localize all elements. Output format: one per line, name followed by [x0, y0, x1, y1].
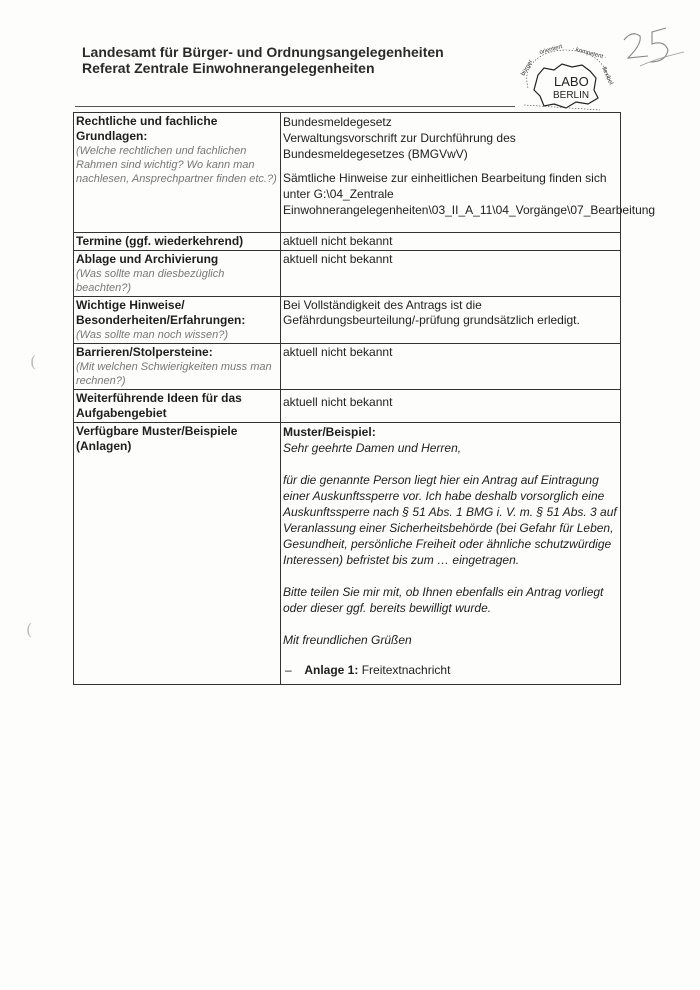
table-row [74, 297, 621, 344]
row-hint: (Was sollte man diesbezüglich beachten?) [76, 268, 225, 294]
svg-text:bürger: bürger [520, 58, 535, 77]
row-content-cell [281, 390, 621, 423]
row-label: Termine (ggf. wiederkehrend) [76, 234, 244, 248]
table-row [74, 113, 621, 233]
authority-name: Landesamt für Bürger- und Ordnungsangelegenheiten [82, 44, 444, 60]
row-content-line: Bundesmeldegesetz [283, 115, 392, 129]
row-content-line: aktuell nicht bekannt [283, 252, 393, 266]
example-paragraph: für die genannte Person liegt hier ein Antrag auf Eintragung einer Auskunftssperre vor. Ich habe deshalb vorsorglich eine Auskunftssperre nach § 51 Abs. 1 BMG i. V. m. § 51 Abs. 3 auf Veranlassung einer Sicherheitsbehörde (bei Gefahr für Leben, Gesundheit, persönliche Freiheit oder ähnliche schutzwürdige Interessen) befristet bis zum … eingetragen. [283, 473, 617, 567]
row-content-cell [281, 344, 621, 390]
table-row [74, 390, 621, 423]
row-content-line: aktuell nicht bekannt [283, 345, 393, 359]
row-label: Wichtige Hinweise/ Besonderheiten/Erfahrungen: [76, 298, 246, 327]
row-label: Ablage und Archivierung [76, 252, 219, 266]
svg-text:· kompetent ·: · kompetent · [571, 46, 608, 62]
example-closing: Mit freundlichen Grüßen [283, 633, 412, 647]
svg-text:LABO: LABO [554, 74, 589, 89]
row-content-cell [281, 233, 621, 251]
svg-text:BERLIN: BERLIN [553, 90, 590, 101]
row-content-cell [281, 251, 621, 297]
row-label: Verfügbare Muster/Beispiele (Anlagen) [76, 424, 238, 453]
row-label-cell [74, 344, 281, 390]
row-label-cell [74, 251, 281, 297]
row-label: Weiterführende Ideen für das Aufgabengebiet [76, 391, 242, 420]
row-content-line: Verwaltungsvorschrift zur Durchführung des Bundesmeldegesetzes (BMGVwV) [283, 131, 516, 161]
row-content-cell [281, 113, 656, 233]
example-paragraph: Bitte teilen Sie mir mit, ob Ihnen ebenfalls ein Antrag vorliegt oder dieser ggf. bereits bewilligt wurde. [283, 585, 604, 615]
row-label-cell [74, 233, 281, 251]
example-letter-cell [281, 423, 621, 685]
margin-mark: ( [30, 352, 37, 371]
row-hint: (Welche rechtlichen und fachlichen Rahmen sind wichtig? Wo kann man nachlesen, Ansprechpartner finden etc.?) [76, 145, 277, 185]
attachment-line [283, 662, 618, 678]
header-divider [75, 106, 515, 107]
list-dash: – [285, 663, 292, 677]
row-content-line: aktuell nicht bekannt [283, 395, 393, 409]
row-content-line: Bei Vollständigkeit des Antrags ist die Gefährdungsbeurteilung/-prüfung grundsätzlich erledigt. [283, 298, 580, 327]
table-row [74, 423, 621, 685]
table-row [74, 251, 621, 297]
example-salutation: Sehr geehrte Damen und Herren, [283, 441, 462, 455]
row-label: Rechtliche und fachliche Grundlagen: [76, 114, 218, 143]
process-info-table [73, 112, 656, 685]
row-label: Barrieren/Stolpersteine: [76, 345, 213, 359]
example-heading: Muster/Beispiel: [283, 425, 376, 439]
margin-mark: ( [26, 620, 33, 639]
document-header [82, 44, 444, 76]
row-content-cell [281, 297, 621, 344]
row-content-line: Sämtliche Hinweise zur einheitlichen Bearbeitung finden sich unter G:\04_Zentrale Einwohnerangelegenheiten\03_II_A_11\04_Vorgänge\07_Bearbeitung [283, 171, 656, 217]
labo-berlin-logo [510, 40, 620, 115]
table-row [74, 233, 621, 251]
row-label-cell [74, 297, 281, 344]
row-hint: (Was sollte man noch wissen?) [76, 329, 229, 341]
row-hint: (Mit welchen Schwierigkeiten muss man rechnen?) [76, 361, 272, 387]
row-label-cell [74, 113, 281, 233]
row-label-cell [74, 423, 281, 685]
svg-text:flexibel: flexibel [600, 66, 614, 86]
handwritten-page-number [618, 22, 688, 72]
row-label-cell [74, 390, 281, 423]
row-content-line: aktuell nicht bekannt [283, 234, 393, 248]
department-name: Referat Zentrale Einwohnerangelegenheiten [82, 60, 375, 76]
attachment-text: Freitextnachricht [361, 663, 451, 677]
table-row [74, 344, 621, 390]
svg-text:orientiert: orientiert [538, 44, 564, 56]
attachment-label: Anlage 1: [304, 663, 359, 677]
